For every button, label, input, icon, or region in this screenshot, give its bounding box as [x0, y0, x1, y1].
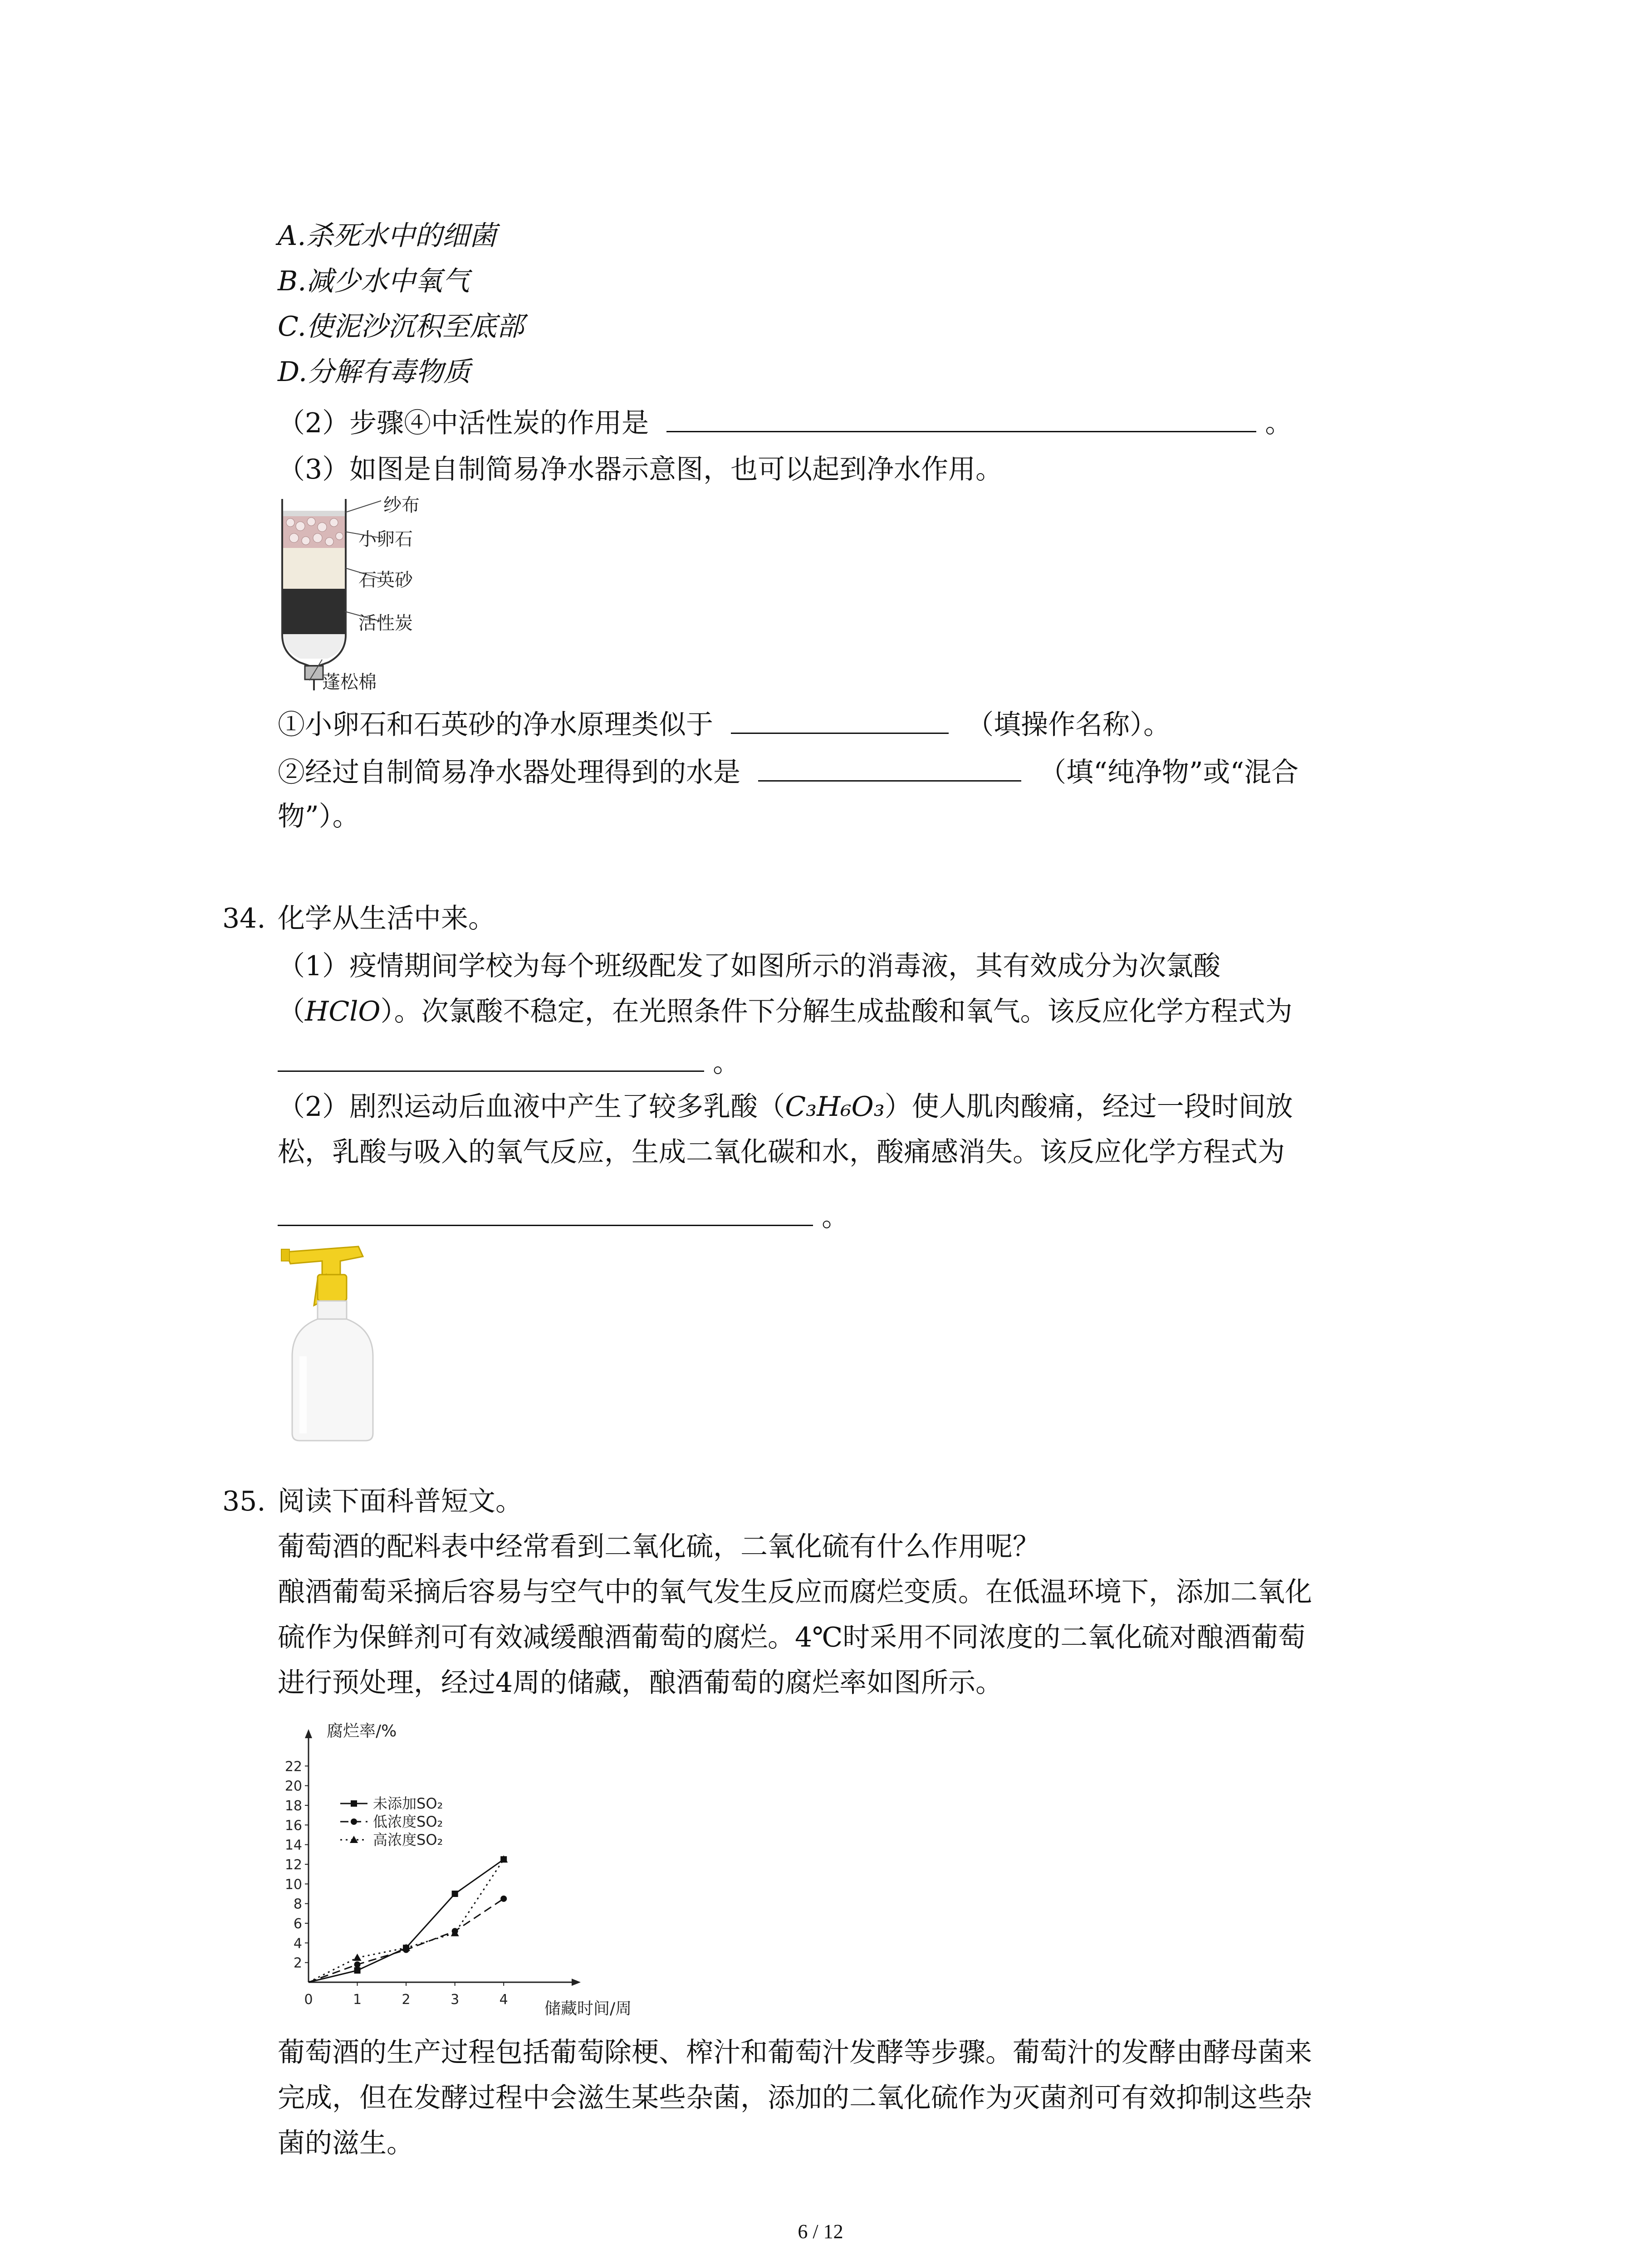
q35-paragraph2-line2: 硫作为保鲜剂可有效减缓酿酒葡萄的腐烂。4℃时采用不同浓度的二氧化硫对酿酒葡萄 — [278, 1622, 1306, 1653]
q35-paragraph3-line2: 完成，但在发酵过程中会滋生某些杂菌，添加的二氧化硫作为灭菌剂可有效抑制这些杂 — [278, 2082, 1312, 2114]
q34-number: 34. — [222, 903, 266, 934]
q33-sub1-after: （填操作名称）。 — [966, 709, 1171, 741]
q35-stem: 阅读下面科普短文。 — [278, 1486, 523, 1517]
chart-x-tick-label: 1 — [353, 1992, 362, 2008]
chart-x-tick-label: 2 — [402, 1992, 411, 2008]
chart-y-tick-label: 8 — [293, 1896, 302, 1912]
q33-sub2-line2: 物”）。 — [278, 801, 360, 832]
chart-y-tick-label: 6 — [293, 1916, 302, 1932]
option-b: B.减少水中氧气 — [278, 265, 470, 297]
chart-x-axis-label: 储藏时间/周 — [544, 1999, 632, 2018]
q35-paragraph1: 葡萄酒的配料表中经常看到二氧化硫，二氧化硫有什么作用呢？ — [278, 1531, 1040, 1563]
chart-legend-label-2: 低浓度SO₂ — [373, 1813, 443, 1830]
chart-legend-label-3: 高浓度SO₂ — [373, 1831, 443, 1848]
label-gauze: 纱布 — [383, 495, 420, 516]
q33-part2-text: （2）步骤④中活性炭的作用是 — [278, 407, 649, 439]
q34-part1-line1: （1）疫情期间学校为每个班级配发了如图所示的消毒液，其有效成分为次氯酸 — [278, 950, 1221, 982]
q33-sub1 — [278, 705, 1171, 743]
q34-part1-answer-blank[interactable] — [278, 1043, 704, 1072]
water-filter-svg — [272, 494, 436, 694]
gauze-layer — [283, 511, 345, 516]
option-c: C.使泥沙沉积至底部 — [278, 311, 524, 342]
quartz-sand-layer — [283, 548, 345, 589]
q35-number: 35. — [222, 1486, 266, 1517]
chart-y-tick-label: 4 — [293, 1936, 302, 1952]
rot-rate-chart — [272, 1715, 632, 2023]
label-cotton: 蓬松棉 — [322, 672, 377, 693]
q34-stem: 化学从生活中来。 — [278, 903, 495, 934]
chart-x-axis-arrow — [572, 1979, 581, 1986]
chart-y-axis-arrow — [305, 1729, 312, 1738]
option-a: A.杀死水中的细菌 — [278, 220, 497, 252]
chart-y-tick-label: 10 — [284, 1877, 302, 1893]
chart-y-tick-label: 18 — [284, 1798, 302, 1814]
label-pebbles: 小卵石 — [358, 529, 413, 550]
chart-data-point-1 — [452, 1891, 458, 1897]
option-d: D.分解有毒物质 — [278, 356, 471, 388]
chart-y-tick-label: 12 — [284, 1857, 302, 1873]
label-quartz-sand: 石英砂 — [358, 570, 413, 591]
q34-part2-line1-b: ）使人肌肉酸痛，经过一段时间放 — [884, 1091, 1293, 1123]
chart-series-line-1 — [309, 1859, 504, 1982]
spray-bottle-svg — [272, 1243, 390, 1442]
q35-paragraph3-line1: 葡萄酒的生产过程包括葡萄除梗、榨汁和葡萄汁发酵等步骤。葡萄汁的发酵由酵母菌来 — [278, 2037, 1312, 2068]
q35-paragraph3-line3: 菌的滋生。 — [278, 2127, 414, 2159]
lactic-acid-formula: C₃H₆O₃ — [785, 1091, 885, 1123]
page-number: 6 / 12 — [798, 2220, 843, 2243]
chart-legend-marker-1 — [351, 1800, 357, 1807]
q34-part1-end: 。 — [713, 1047, 740, 1079]
activated-carbon-layer — [283, 589, 345, 634]
q33-sub1-answer-blank[interactable] — [731, 705, 949, 734]
q33-part2 — [278, 404, 1292, 441]
chart-series-line-2 — [309, 1899, 504, 1982]
water-filter-diagram — [272, 494, 436, 694]
chart-legend-marker-2 — [351, 1818, 357, 1825]
q33-part3: （3）如图是自制简易净水器示意图，也可以起到净水作用。 — [278, 454, 1003, 485]
chart-x-tick-label: 4 — [499, 1992, 508, 2008]
chart-data-point-3 — [353, 1954, 362, 1961]
q33-sub2-text: ②经过自制简易净水器处理得到的水是 — [278, 757, 740, 788]
chart-series-line-3 — [309, 1859, 504, 1982]
q33-sub2-answer-blank[interactable] — [758, 753, 1021, 782]
chart-data-point-2 — [500, 1896, 507, 1902]
q33-sub2-after: （填“纯净物”或“混合 — [1039, 757, 1299, 788]
q34-part2-line1 — [278, 1089, 1293, 1125]
q34-part2-line3 — [278, 1198, 849, 1235]
chart-y-tick-label: 20 — [284, 1778, 302, 1794]
rot-rate-chart-svg — [272, 1715, 632, 2023]
q34-part1-line2-rest: ）。次氯酸不稳定，在光照条件下分解生成盐酸和氧气。该反应化学方程式为 — [380, 996, 1293, 1027]
chart-y-axis-label: 腐烂率/% — [327, 1722, 397, 1740]
chart-x-tick-label: 3 — [451, 1992, 460, 2008]
cotton-layer — [283, 634, 345, 659]
label-activated-carbon: 活性炭 — [358, 613, 413, 634]
chart-legend-label-1: 未添加SO₂ — [373, 1795, 443, 1812]
chart-y-tick-label: 2 — [293, 1955, 302, 1971]
q34-part1-line3 — [278, 1043, 740, 1081]
chart-y-tick-label: 14 — [284, 1837, 302, 1853]
q34-part2-end: 。 — [822, 1201, 849, 1233]
q34-part2-line2: 松，乳酸与吸入的氧气反应，生成二氧化碳和水，酸痛感消失。该反应化学方程式为 — [278, 1136, 1285, 1168]
q33-part2-answer-blank[interactable] — [666, 404, 1256, 432]
chart-y-tick-label: 22 — [284, 1759, 302, 1775]
q33-sub2 — [278, 753, 1298, 791]
q33-sub1-text: ①小卵石和石英砂的净水原理类似于 — [278, 709, 713, 741]
q34-part2-line1-a: （2）剧烈运动后血液中产生了较多乳酸（ — [278, 1091, 785, 1123]
chart-data-point-1 — [354, 1967, 361, 1974]
q35-paragraph2-line3: 进行预处理，经过4周的储藏，酿酒葡萄的腐烂率如图所示。 — [278, 1667, 1003, 1699]
q35-paragraph2-line1: 酿酒葡萄采摘后容易与空气中的氧气发生反应而腐烂变质。在低温环境下，添加二氧化 — [278, 1576, 1312, 1608]
q34-part2-answer-blank[interactable] — [278, 1198, 813, 1226]
chart-x-tick-label: 0 — [304, 1992, 313, 2008]
q33-part2-end: 。 — [1265, 407, 1293, 439]
q34-part1-line2: （HClO）。次氯酸不稳定，在光照条件下分解生成盐酸和氧气。该反应化学方程式为 — [278, 996, 1293, 1027]
chart-data-point-2 — [354, 1961, 361, 1968]
spray-bottle-image — [272, 1243, 390, 1442]
hclo-formula: HClO — [305, 996, 381, 1027]
chart-y-tick-label: 16 — [284, 1818, 302, 1834]
